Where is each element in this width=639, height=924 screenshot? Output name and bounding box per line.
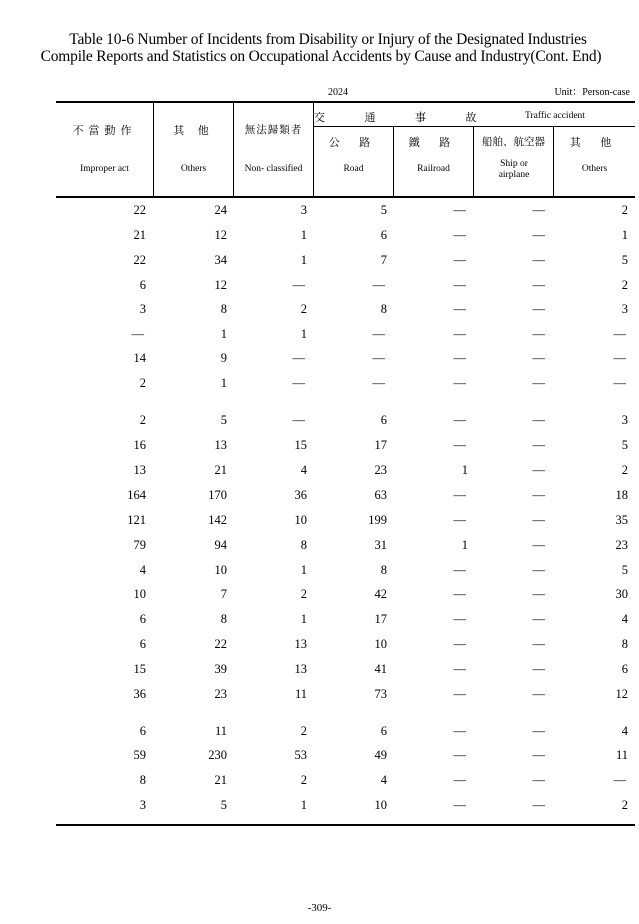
- table-cell: 142: [208, 513, 227, 527]
- table-row: [56, 410, 635, 430]
- table-cell: 8: [139, 773, 146, 787]
- table-cell: 15: [294, 438, 307, 452]
- header-improper-en: Improper act: [80, 164, 129, 174]
- table-cell: 6: [380, 228, 387, 242]
- table-cell: —: [453, 513, 466, 527]
- table-cell: —: [453, 351, 466, 365]
- table-row: [56, 460, 635, 480]
- table-cell: 13: [294, 637, 307, 651]
- table-cell: 7: [220, 587, 227, 601]
- table-cell: —: [372, 376, 385, 390]
- table-cell: —: [372, 351, 385, 365]
- table-cell: —: [532, 798, 545, 812]
- table-cell: —: [453, 662, 466, 676]
- table-cell: 17: [374, 438, 387, 452]
- table-cell: 1: [300, 798, 307, 812]
- table-cell: 2: [139, 376, 146, 390]
- table-row: [56, 200, 635, 220]
- table-cell: 4: [621, 612, 628, 626]
- table-cell: 8: [621, 637, 628, 651]
- table-cell: —: [532, 538, 545, 552]
- table-cell: 7: [380, 253, 387, 267]
- table-cell: 121: [127, 513, 146, 527]
- table-cell: 2: [621, 463, 628, 477]
- table-cell: 6: [139, 724, 146, 738]
- table-cell: —: [532, 563, 545, 577]
- table-cell: —: [532, 513, 545, 527]
- table-cell: 5: [621, 563, 628, 577]
- table-cell: 22: [214, 637, 227, 651]
- table-cell: —: [453, 228, 466, 242]
- table-cell: —: [453, 327, 466, 341]
- table-cell: —: [453, 724, 466, 738]
- header-tothers-zh: 其 他: [569, 136, 620, 149]
- table-cell: —: [532, 228, 545, 242]
- table-cell: 31: [374, 538, 387, 552]
- header-improper-zh: 不當動作: [72, 124, 137, 137]
- table-title-line1: Table 10-6 Number of Incidents from Disability or Injury of the Designated Industries: [69, 31, 587, 48]
- table-cell: 6: [139, 612, 146, 626]
- table-row: [56, 535, 635, 555]
- header-top-rule: [56, 101, 635, 103]
- table-cell: 230: [208, 748, 227, 762]
- table-cell: 1: [300, 228, 307, 242]
- table-cell: 41: [374, 662, 387, 676]
- header-nonclass-zh: 無法歸類者: [244, 124, 303, 136]
- table-cell: —: [532, 612, 545, 626]
- table-cell: —: [453, 748, 466, 762]
- table-cell: 21: [133, 228, 146, 242]
- table-cell: 59: [133, 748, 146, 762]
- table-cell: 12: [214, 228, 227, 242]
- table-cell: 6: [621, 662, 628, 676]
- table-cell: —: [453, 563, 466, 577]
- header-road-en: Road: [343, 164, 364, 174]
- table-cell: 13: [294, 662, 307, 676]
- table-cell: 3: [621, 302, 628, 316]
- table-cell: 18: [615, 488, 628, 502]
- table-cell: —: [532, 413, 545, 427]
- table-cell: —: [453, 203, 466, 217]
- table-cell: 3: [139, 302, 146, 316]
- table-cell: 23: [374, 463, 387, 477]
- table-cell: 4: [621, 724, 628, 738]
- table-cell: 1: [461, 463, 468, 477]
- table-cell: —: [453, 687, 466, 701]
- table-cell: —: [372, 278, 385, 292]
- table-cell: —: [453, 302, 466, 316]
- header-others-zh: 其 他: [173, 124, 214, 137]
- table-row: [56, 275, 635, 295]
- table-cell: —: [532, 302, 545, 316]
- table-cell: 34: [214, 253, 227, 267]
- table-cell: —: [453, 253, 466, 267]
- table-cell: —: [532, 203, 545, 217]
- table-cell: 36: [294, 488, 307, 502]
- table-cell: 170: [208, 488, 227, 502]
- table-cell: 6: [380, 724, 387, 738]
- table-cell: —: [453, 798, 466, 812]
- table-cell: 2: [300, 587, 307, 601]
- header-road-zh: 公 路: [328, 136, 379, 149]
- table-cell: 5: [220, 798, 227, 812]
- table-cell: 1: [300, 253, 307, 267]
- table-cell: 11: [294, 687, 307, 701]
- table-row: [56, 373, 635, 393]
- table-cell: 35: [615, 513, 628, 527]
- table-cell: —: [613, 351, 626, 365]
- table-cell: —: [532, 488, 545, 502]
- table-cell: 3: [621, 413, 628, 427]
- table-row: [56, 299, 635, 319]
- table-cell: —: [292, 351, 305, 365]
- table-cell: —: [292, 376, 305, 390]
- table-cell: 39: [214, 662, 227, 676]
- table-row: [56, 250, 635, 270]
- table-cell: 1: [220, 327, 227, 341]
- table-cell: 10: [214, 563, 227, 577]
- table-cell: —: [453, 376, 466, 390]
- table-cell: 10: [374, 798, 387, 812]
- table-cell: 2: [621, 798, 628, 812]
- table-cell: —: [532, 662, 545, 676]
- table-cell: 1: [300, 612, 307, 626]
- table-cell: —: [292, 413, 305, 427]
- page-number: -309-: [307, 902, 332, 914]
- table-title-line2: Compile Reports and Statistics on Occupational Accidents by Cause and Industry(Cont. End): [40, 48, 602, 65]
- table-cell: —: [532, 748, 545, 762]
- table-row: [56, 485, 635, 505]
- table-cell: 30: [615, 587, 628, 601]
- table-cell: 63: [374, 488, 387, 502]
- table-cell: 6: [139, 637, 146, 651]
- table-row: [56, 684, 635, 704]
- table-cell: —: [532, 327, 545, 341]
- table-cell: 3: [139, 798, 146, 812]
- table-cell: —: [453, 278, 466, 292]
- table-cell: 8: [220, 302, 227, 316]
- table-cell: 21: [214, 773, 227, 787]
- table-row: [56, 435, 635, 455]
- table-cell: 1: [300, 327, 307, 341]
- table-cell: 2: [139, 413, 146, 427]
- table-cell: 1: [461, 538, 468, 552]
- header-traffic-zh: 交 通 事 故: [314, 111, 495, 124]
- table-cell: 6: [380, 413, 387, 427]
- table-cell: 13: [214, 438, 227, 452]
- table-cell: 5: [380, 203, 387, 217]
- header-tothers-en: Others: [581, 164, 608, 174]
- table-cell: 4: [139, 563, 146, 577]
- table-cell: 10: [294, 513, 307, 527]
- header-rail-zh: 鐵 路: [408, 136, 459, 149]
- table-cell: 2: [300, 302, 307, 316]
- table-bottom-rule: [56, 824, 635, 826]
- header-nonclass-en: Non- classified: [244, 164, 303, 174]
- header-bottom-rule: [56, 196, 635, 198]
- table-cell: —: [532, 724, 545, 738]
- table-cell: 2: [300, 724, 307, 738]
- table-cell: 5: [220, 413, 227, 427]
- table-cell: 10: [374, 637, 387, 651]
- table-cell: 73: [374, 687, 387, 701]
- table-cell: 1: [220, 376, 227, 390]
- table-cell: 9: [220, 351, 227, 365]
- table-cell: 22: [133, 203, 146, 217]
- header-divider: [153, 103, 154, 196]
- table-cell: —: [453, 637, 466, 651]
- table-cell: —: [131, 327, 144, 341]
- table-cell: 2: [300, 773, 307, 787]
- table-cell: 79: [133, 538, 146, 552]
- table-cell: 12: [214, 278, 227, 292]
- table-cell: 164: [127, 488, 146, 502]
- table-cell: —: [453, 587, 466, 601]
- table-row: [56, 770, 635, 790]
- table-cell: 94: [214, 538, 227, 552]
- table-row: [56, 795, 635, 815]
- table-cell: 24: [214, 203, 227, 217]
- table-cell: 4: [380, 773, 387, 787]
- table-cell: 12: [615, 687, 628, 701]
- table-cell: 8: [380, 563, 387, 577]
- table-cell: —: [372, 327, 385, 341]
- unit-label: Unit：Person-case: [554, 87, 630, 98]
- table-cell: 8: [300, 538, 307, 552]
- table-cell: 3: [300, 203, 307, 217]
- table-row: [56, 659, 635, 679]
- table-row: [56, 510, 635, 530]
- table-cell: —: [613, 773, 626, 787]
- table-cell: 36: [133, 687, 146, 701]
- table-cell: —: [532, 376, 545, 390]
- table-cell: —: [453, 413, 466, 427]
- table-cell: 6: [139, 278, 146, 292]
- table-cell: —: [453, 612, 466, 626]
- table-cell: 11: [615, 748, 628, 762]
- table-cell: 5: [621, 438, 628, 452]
- table-cell: —: [532, 278, 545, 292]
- table-cell: —: [292, 278, 305, 292]
- header-ship-zh: 船舶、航空器: [482, 136, 545, 148]
- table-cell: 49: [374, 748, 387, 762]
- year-label: 2024: [328, 87, 348, 98]
- table-cell: 2: [621, 203, 628, 217]
- table-cell: —: [453, 773, 466, 787]
- table-cell: 8: [220, 612, 227, 626]
- table-cell: —: [532, 351, 545, 365]
- table-cell: 199: [368, 513, 387, 527]
- table-cell: —: [532, 438, 545, 452]
- table-cell: 22: [133, 253, 146, 267]
- traffic-subheader-rule: [314, 126, 635, 127]
- table-row: [56, 721, 635, 741]
- table-cell: 21: [214, 463, 227, 477]
- table-cell: —: [532, 463, 545, 477]
- table-cell: 53: [294, 748, 307, 762]
- table-row: [56, 584, 635, 604]
- table-cell: 42: [374, 587, 387, 601]
- header-rail-en: Railroad: [417, 164, 450, 174]
- table-cell: —: [532, 637, 545, 651]
- table-cell: —: [613, 376, 626, 390]
- table-cell: —: [532, 587, 545, 601]
- table-cell: 5: [621, 253, 628, 267]
- table-cell: 4: [300, 463, 307, 477]
- table-cell: 13: [133, 463, 146, 477]
- table-row: [56, 348, 635, 368]
- table-cell: 11: [214, 724, 227, 738]
- table-cell: —: [532, 687, 545, 701]
- table-cell: 14: [133, 351, 146, 365]
- table-cell: 15: [133, 662, 146, 676]
- table-cell: 23: [214, 687, 227, 701]
- table-cell: 10: [133, 587, 146, 601]
- table-cell: 1: [621, 228, 628, 242]
- table-cell: —: [613, 327, 626, 341]
- table-cell: 23: [615, 538, 628, 552]
- header-traffic-en: Traffic accident: [525, 111, 585, 121]
- header-others-en: Others: [180, 164, 207, 174]
- table-cell: 8: [380, 302, 387, 316]
- header-ship-en: Ship or airplane: [498, 159, 530, 180]
- table-cell: 16: [133, 438, 146, 452]
- table-row: [56, 324, 635, 344]
- table-cell: 1: [300, 563, 307, 577]
- header-divider: [233, 103, 234, 196]
- table-row: [56, 745, 635, 765]
- table-cell: 2: [621, 278, 628, 292]
- table-cell: 17: [374, 612, 387, 626]
- table-row: [56, 634, 635, 654]
- table-row: [56, 560, 635, 580]
- table-cell: —: [532, 253, 545, 267]
- table-row: [56, 225, 635, 245]
- table-cell: —: [532, 773, 545, 787]
- table-row: [56, 609, 635, 629]
- table-cell: —: [453, 438, 466, 452]
- table-cell: —: [453, 488, 466, 502]
